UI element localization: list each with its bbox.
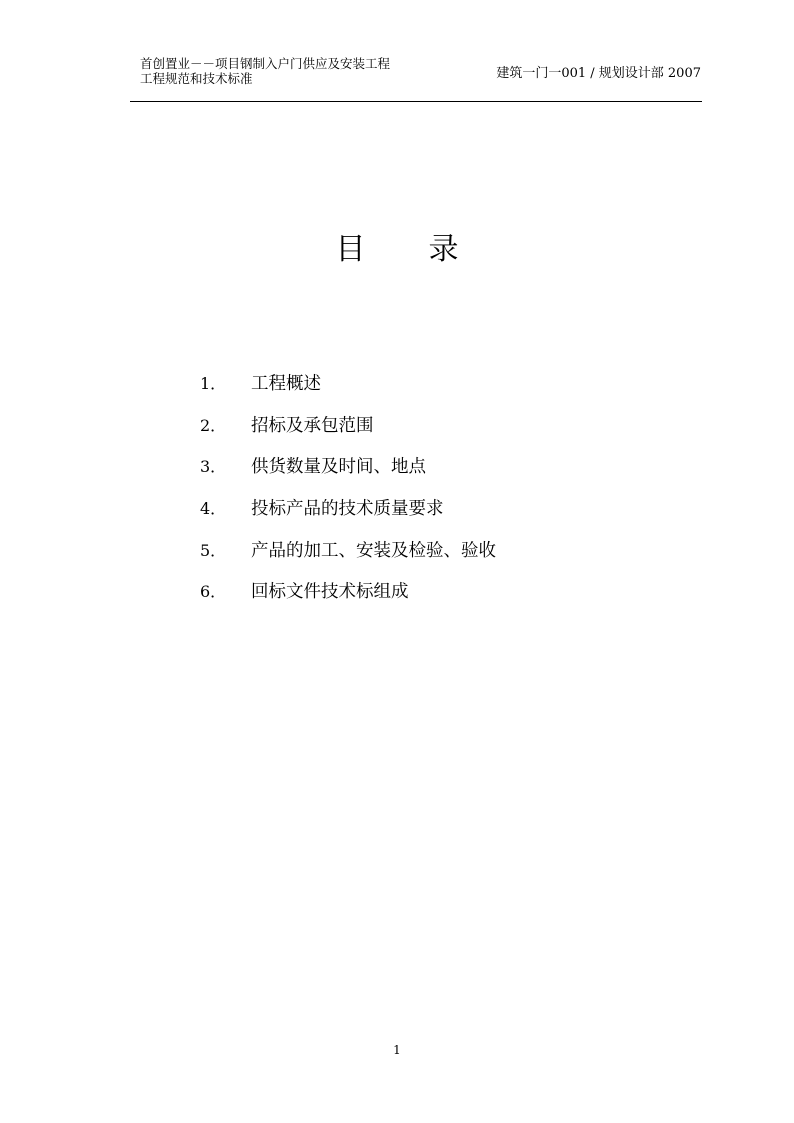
toc-item (200, 404, 496, 446)
toc-item-number: 4． (200, 499, 227, 519)
toc-item-number: 3． (200, 457, 227, 477)
toc-item-number: 6． (200, 582, 227, 602)
toc-item (200, 445, 496, 487)
toc-item-label: 供货数量及时间、地点 (251, 457, 426, 478)
toc-item (200, 570, 496, 612)
header-title-line-1: 首创置业－－项目钢制入户门供应及安装工程 (140, 56, 391, 71)
toc-item-label: 招标及承包范围 (251, 415, 374, 436)
header-divider (130, 101, 702, 102)
toc-item-label: 产品的加工、安装及检验、验收 (251, 540, 496, 561)
header-title-line-2: 工程规范和技术标准 (140, 71, 253, 86)
toc-item-number: 2． (200, 415, 227, 435)
toc-item-number: 1． (200, 374, 227, 394)
toc-item (200, 362, 496, 404)
page-number: 1 (393, 1043, 401, 1057)
page-title-char-2: 录 (428, 232, 459, 267)
header-document-title (140, 56, 390, 86)
toc-item-label: 工程概述 (251, 374, 321, 395)
toc-item (200, 487, 496, 529)
toc-item-label: 投标产品的技术质量要求 (251, 499, 444, 520)
toc-item (200, 528, 496, 570)
page-title-char-1: 目 (335, 232, 366, 267)
toc-item-label: 回标文件技术标组成 (251, 582, 409, 603)
page-title (0, 230, 794, 270)
toc-item-number: 5． (200, 540, 227, 560)
table-of-contents (200, 362, 496, 612)
header-document-code: 建筑一门一001 / 规划设计部 2007 (496, 66, 701, 81)
